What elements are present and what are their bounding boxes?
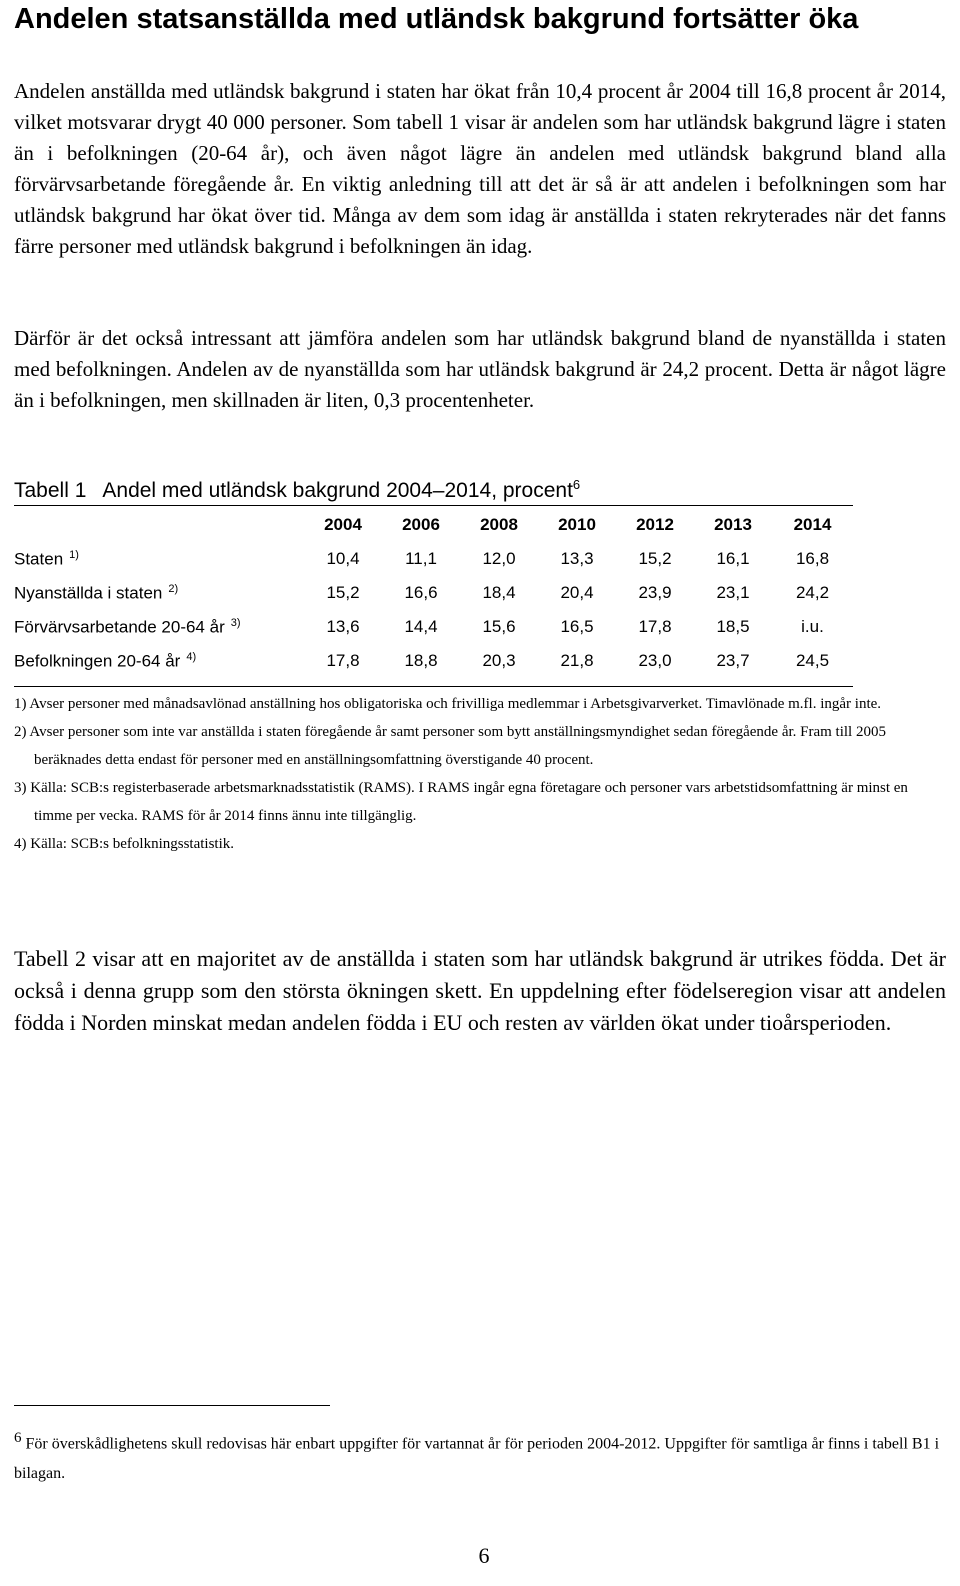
value-cell: 24,2 bbox=[795, 583, 830, 602]
table-footnote: 1) Avser personer med månadsavlönad anställning hos obligatoriska och frivilliga medlemmar i Arbetsgivarverket. Timavlönade m.fl. ingår inte. bbox=[14, 696, 882, 712]
row-label: Staten bbox=[14, 549, 64, 569]
row-label: Nyanställda i staten bbox=[14, 583, 163, 603]
table-row bbox=[14, 542, 853, 576]
table-footnotes bbox=[14, 690, 946, 858]
value-cell: 15,2 bbox=[326, 583, 360, 602]
row-label-cell bbox=[14, 576, 304, 610]
row-label-cell bbox=[14, 542, 304, 576]
footnote-separator bbox=[14, 1405, 330, 1406]
value-cell: 12,0 bbox=[482, 549, 516, 568]
value-cell: 13,3 bbox=[560, 549, 594, 568]
value-cell: 20,3 bbox=[482, 651, 516, 670]
value-cell: 23,1 bbox=[716, 583, 750, 602]
page-footnote bbox=[14, 1423, 946, 1489]
table-top-rule bbox=[14, 505, 853, 506]
year-header: 2006 bbox=[402, 515, 440, 534]
value-cell: 14,4 bbox=[404, 617, 438, 636]
value-cell: 13,6 bbox=[326, 617, 360, 636]
table-caption bbox=[14, 477, 854, 503]
header-corner bbox=[14, 508, 304, 542]
table-footnote: 2) Avser personer som inte var anställda i staten föregående år samt personer som bytt anställningsmyndighet sedan föregående år. Fram till 2005 beräknades detta endast för personer med en anställningsomfattning överstigande 40 procent. bbox=[14, 724, 886, 768]
value-cell: 23,7 bbox=[716, 651, 750, 670]
value-cell: 15,6 bbox=[482, 617, 516, 636]
value-cell: 23,9 bbox=[638, 583, 672, 602]
value-cell: 10,4 bbox=[326, 549, 360, 568]
year-header: 2004 bbox=[324, 515, 362, 534]
table-number: Tabell 1 bbox=[14, 479, 87, 502]
value-cell: 23,0 bbox=[638, 651, 672, 670]
page-footnote-text: För överskådlighetens skull redovisas här enbart uppgifter för vartannat år för perioden 2004-2012. Uppgifter för samtliga år finns i tabell B1 i bilagan. bbox=[14, 1435, 940, 1483]
value-cell: 16,1 bbox=[716, 549, 750, 568]
paragraph-new-hires: Därför är det också intressant att jämföra andelen som har utländsk bakgrund bland de nyanställda i staten med befolkningen. Andelen av de nyanställda som har utländsk bakgrund är 24,2 procent. Detta är något lägre än i befolkningen, men skillnaden är liten, 0,3 procentenheter. bbox=[14, 326, 946, 412]
row-label-cell bbox=[14, 610, 304, 644]
paragraph-intro: Andelen anställda med utländsk bakgrund i staten har ökat från 10,4 procent år 2004 till 16,8 procent år 2014, vilket motsvarar drygt 40 000 personer. Som tabell 1 visar är andelen som har utländsk bakgrund lägre i staten än i befolkningen (20-64 år), och även något lägre än andelen med utländsk bakgrund bland alla förvärvsarbetande föregående år. En viktig anledning till att det är så är att andelen i befolkningen som har utländsk bakgrund har ökat över tid. Många av dem som idag är anställda i staten rekryterades när det fanns färre personer med utländsk bakgrund i befolkningen än idag. bbox=[14, 79, 946, 258]
year-header: 2014 bbox=[793, 515, 832, 534]
value-cell: 15,2 bbox=[638, 549, 672, 568]
table-header-row bbox=[14, 508, 853, 542]
row-label: Förvärvsarbetande 20-64 år bbox=[14, 617, 225, 637]
data-table bbox=[14, 508, 853, 678]
table-row bbox=[14, 576, 853, 610]
table-title-footnote-mark: 6 bbox=[572, 477, 581, 492]
table-footnote: 4) Källa: SCB:s befolkningsstatistik. bbox=[14, 836, 234, 852]
value-cell: 17,8 bbox=[326, 651, 360, 670]
value-cell: 16,8 bbox=[795, 549, 830, 568]
value-cell: 16,5 bbox=[560, 617, 594, 636]
value-cell: 16,6 bbox=[404, 583, 438, 602]
value-cell: 11,1 bbox=[405, 549, 437, 568]
row-note: 3) bbox=[230, 616, 241, 629]
year-header: 2013 bbox=[714, 515, 752, 534]
value-cell: 24,5 bbox=[795, 651, 830, 670]
value-cell: 21,8 bbox=[560, 651, 594, 670]
page-footnote-mark: 6 bbox=[14, 1430, 22, 1446]
row-label-cell bbox=[14, 644, 304, 678]
year-header: 2010 bbox=[558, 515, 596, 534]
row-note: 2) bbox=[168, 582, 179, 595]
section-heading: Andelen statsanställda med utländsk bakgrund fortsätter öka bbox=[14, 3, 859, 35]
row-note: 4) bbox=[186, 650, 197, 663]
page-number: 6 bbox=[478, 1543, 490, 1568]
table-title: Andel med utländsk bakgrund 2004–2014, procent bbox=[102, 479, 573, 502]
table-row bbox=[14, 610, 853, 644]
value-cell: 20,4 bbox=[560, 583, 594, 602]
value-cell: 17,8 bbox=[638, 617, 672, 636]
row-note: 1) bbox=[69, 548, 79, 561]
value-cell: 18,8 bbox=[404, 651, 438, 670]
paragraph-table2: Tabell 2 visar att en majoritet av de anställda i staten som har utländsk bakgrund är utrikes födda. Det är också i denna grupp som den största ökningen skett. En uppdelning efter födelseregion visar att andelen födda i Norden minskat medan andelen födda i EU och resten av världen ökat under tioårsperioden. bbox=[14, 946, 946, 1035]
row-label: Befolkningen 20-64 år bbox=[14, 651, 181, 671]
value-cell: 18,4 bbox=[482, 583, 516, 602]
table-bottom-rule bbox=[14, 686, 853, 687]
table-row bbox=[14, 644, 853, 678]
value-cell: i.u. bbox=[801, 617, 824, 636]
table-footnote: 3) Källa: SCB:s registerbaserade arbetsmarknadsstatistik (RAMS). I RAMS ingår egna företagare och personer vars arbetstidsomfattning är minst en timme per vecka. RAMS för år 2014 finns ännu inte tillgänglig. bbox=[14, 780, 908, 824]
year-header: 2012 bbox=[636, 515, 674, 534]
year-header: 2008 bbox=[480, 515, 518, 534]
value-cell: 18,5 bbox=[716, 617, 750, 636]
